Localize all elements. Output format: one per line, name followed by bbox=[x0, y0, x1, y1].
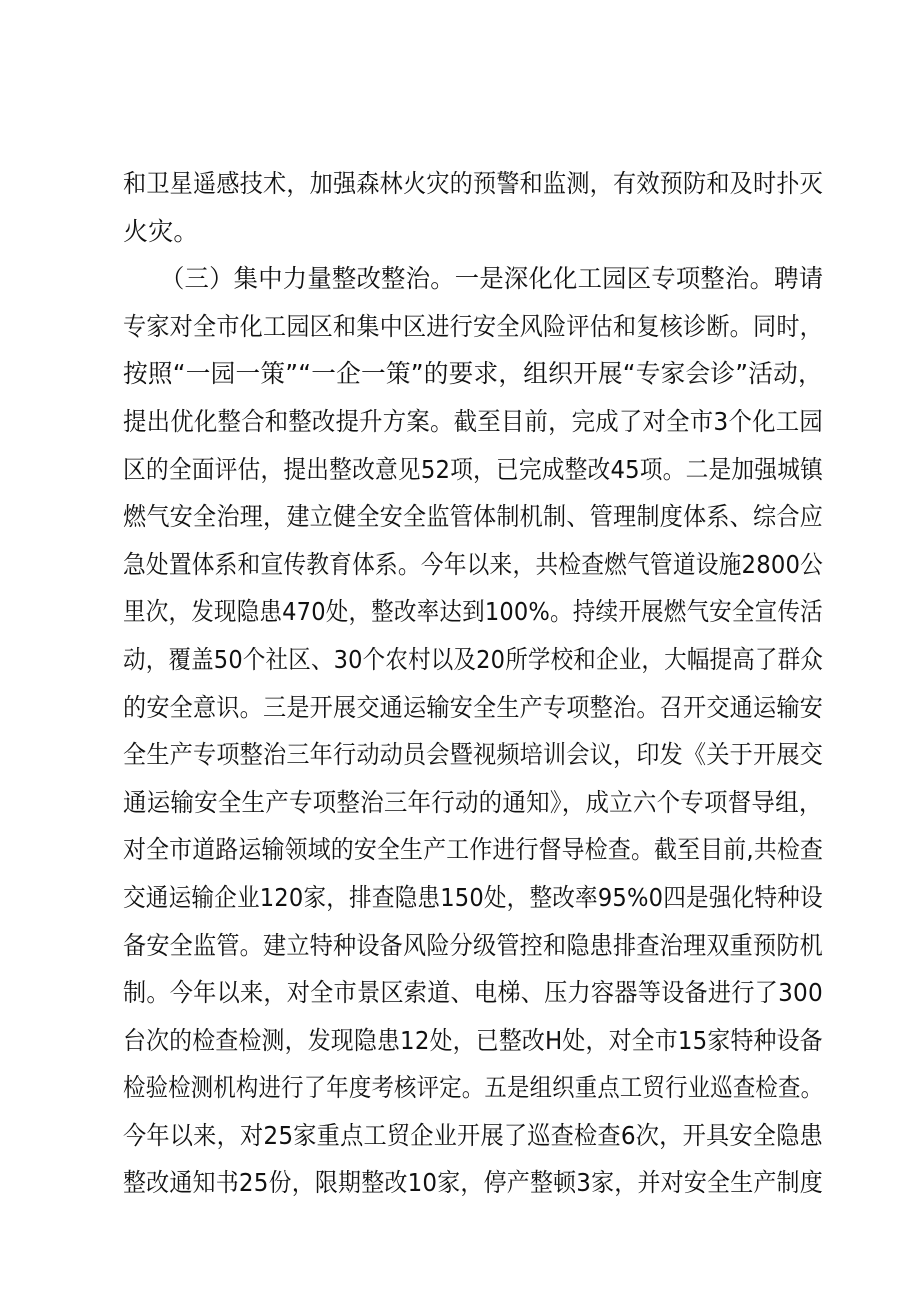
text-line: 的安全意识。三是开展交通运输安全生产专项整治。召开交通运输安 bbox=[123, 692, 823, 722]
text-line: 制。今年以来，对全市景区索道、电梯、压力容器等设备进行了300 bbox=[123, 978, 823, 1008]
text-line: 今年以来，对25家重点工贸企业开展了巡查检查6次，开具安全隐患 bbox=[123, 1120, 823, 1150]
text-line: 按照“一园一策”“一企一策”的要求，组织开展“专家会诊”活动， bbox=[123, 359, 823, 389]
text-line: 急处置体系和宣传教育体系。今年以来，共检查燃气管道设施2800公 bbox=[123, 549, 824, 579]
text-line: 燃气安全治理，建立健全安全监管体制机制、管理制度体系、综合应 bbox=[123, 502, 823, 532]
text-line: 专家对全市化工园区和集中区进行安全风险评估和复核诊断。同时， bbox=[123, 311, 823, 341]
text-line: 区的全面评估，提出整改意见52项，已完成整改45项。二是加强城镇 bbox=[123, 454, 824, 484]
text-line: 台次的检查检测，发现隐患12处，已整改H处，对全市15家特种设备 bbox=[123, 1025, 823, 1055]
text-line: 备安全监管。建立特种设备风险分级管控和隐患排查治理双重预防机 bbox=[123, 930, 823, 960]
text-line: 全生产专项整治三年行动动员会暨视频培训会议，印发《关于开展交 bbox=[123, 740, 823, 770]
text-line: 通运输安全生产专项整治三年行动的通知》，成立六个专项督导组， bbox=[123, 787, 823, 817]
text-line: 火灾。 bbox=[123, 216, 199, 246]
text-line: 动，覆盖50个社区、30个农村以及20所学校和企业，大幅提高了群众 bbox=[123, 644, 824, 674]
text-line: 和卫星遥感技术，加强森林火灾的预警和监测，有效预防和及时扑灭 bbox=[123, 169, 823, 198]
body-text bbox=[123, 160, 823, 1207]
text-line: （三）集中力量整改整治。一是深化化工园区专项整治。聘请 bbox=[123, 264, 824, 294]
text-line: 里次，发现隐患470处，整改率达到100%。持续开展燃气安全宣传活 bbox=[123, 597, 823, 627]
text-line: 交通运输企业120家，排查隐患150处，整改率95%0四是强化特种设 bbox=[123, 882, 823, 912]
text-line: 提出优化整合和整改提升方案。截至目前，完成了对全市3个化工园 bbox=[123, 406, 823, 436]
text-line: 检验检测机构进行了年度考核评定。五是组织重点工贸行业巡查检查。 bbox=[123, 1073, 824, 1103]
text-line: 对全市道路运输领域的安全生产工作进行督导检查。截至目前,共检查 bbox=[123, 835, 824, 865]
text-line: 整改通知书25份，限期整改10家，停产整顿3家，并对安全生产制度 bbox=[123, 1168, 823, 1198]
